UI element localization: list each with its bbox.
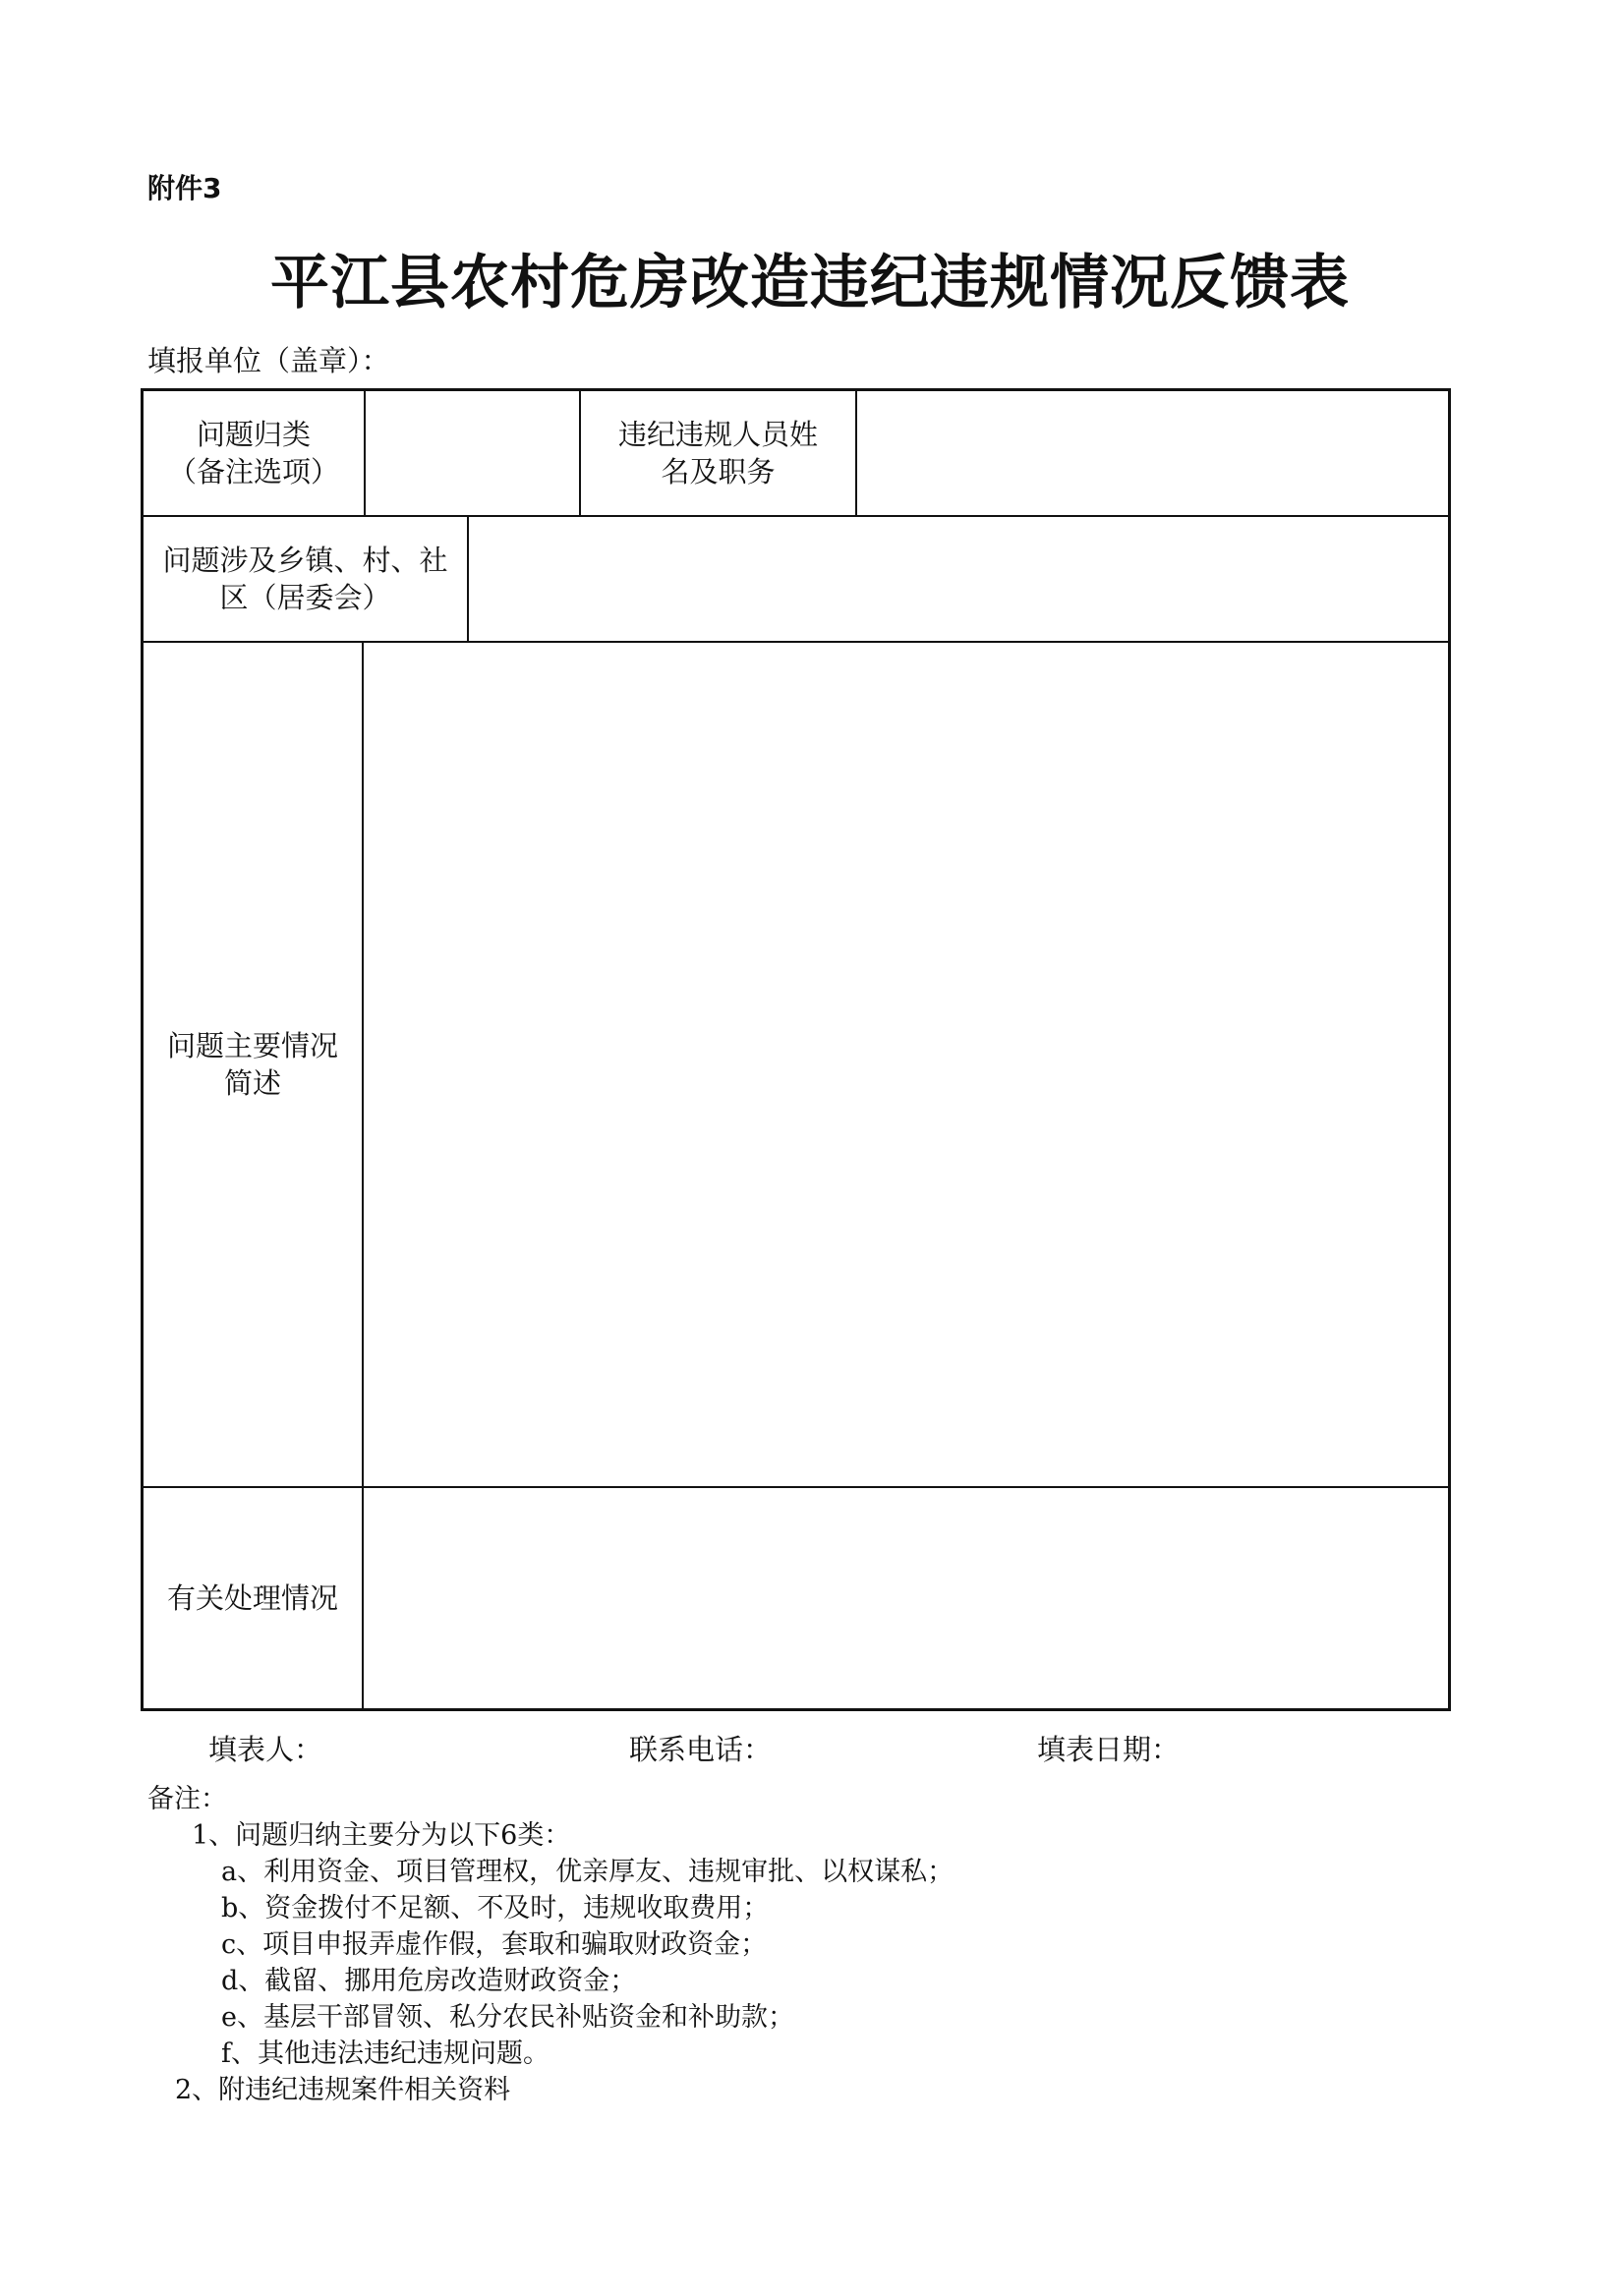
form-row-handling — [144, 1488, 1448, 1708]
notes-category-a: a、利用资金、项目管理权，优亲厚友、违规审批、以权谋私； — [221, 1857, 955, 1887]
page-title: 平江县农村危房改造违纪违规情况反馈表 — [270, 249, 1350, 317]
summary-label-line1: 问题主要情况 — [166, 1029, 338, 1062]
form-row-category — [144, 391, 1448, 517]
summary-label-cell — [144, 643, 364, 1486]
location-label-cell — [144, 517, 469, 641]
feedback-form-table — [141, 388, 1451, 1711]
handling-label-cell — [144, 1488, 364, 1708]
person-label-line2: 名及职务 — [661, 455, 776, 488]
person-value-field[interactable] — [857, 391, 1448, 515]
date-label: 填表日期： — [1037, 1733, 1181, 1766]
notes-heading: 备注： — [147, 1784, 227, 1814]
notes-item-1: 1、问题归纳主要分为以下6类： — [192, 1820, 571, 1851]
category-label-line1: 问题归类 — [196, 418, 311, 451]
handling-label: 有关处理情况 — [166, 1581, 338, 1615]
category-value-field[interactable] — [366, 391, 581, 515]
summary-label-line2: 简述 — [223, 1066, 281, 1100]
location-label-line1: 问题涉及乡镇、村、社 — [162, 544, 448, 577]
category-label-cell — [144, 391, 366, 515]
handling-value-field[interactable] — [364, 1488, 1448, 1708]
person-label-line1: 违纪违规人员姓 — [617, 418, 818, 451]
summary-value-field[interactable] — [364, 643, 1448, 1486]
notes-category-b: b、资金拨付不足额、不及时，违规收取费用； — [221, 1893, 770, 1923]
phone-label: 联系电话： — [629, 1733, 773, 1766]
attachment-label: 附件3 — [147, 172, 222, 204]
notes-category-e: e、基层干部冒领、私分农民补贴资金和补助款； — [221, 2002, 794, 2033]
notes-category-d: d、截留、挪用危房改造财政资金； — [221, 1966, 637, 1996]
notes-section — [147, 1781, 954, 2108]
location-label-line2: 区（居委会） — [219, 581, 391, 614]
form-row-summary — [144, 643, 1448, 1488]
category-label-line2: （备注选项） — [167, 455, 339, 488]
filler-label: 填表人： — [208, 1733, 323, 1766]
location-value-field[interactable] — [469, 517, 1448, 641]
person-label-cell — [581, 391, 857, 515]
notes-item-2: 2、附违纪违规案件相关资料 — [175, 2075, 511, 2105]
notes-category-f: f、其他违法违纪违规问题。 — [221, 2038, 550, 2069]
form-row-location — [144, 517, 1448, 643]
reporting-unit-label: 填报单位（盖章）： — [147, 344, 390, 377]
notes-category-c: c、项目申报弄虚作假，套取和骗取财政资金； — [221, 1929, 768, 1960]
